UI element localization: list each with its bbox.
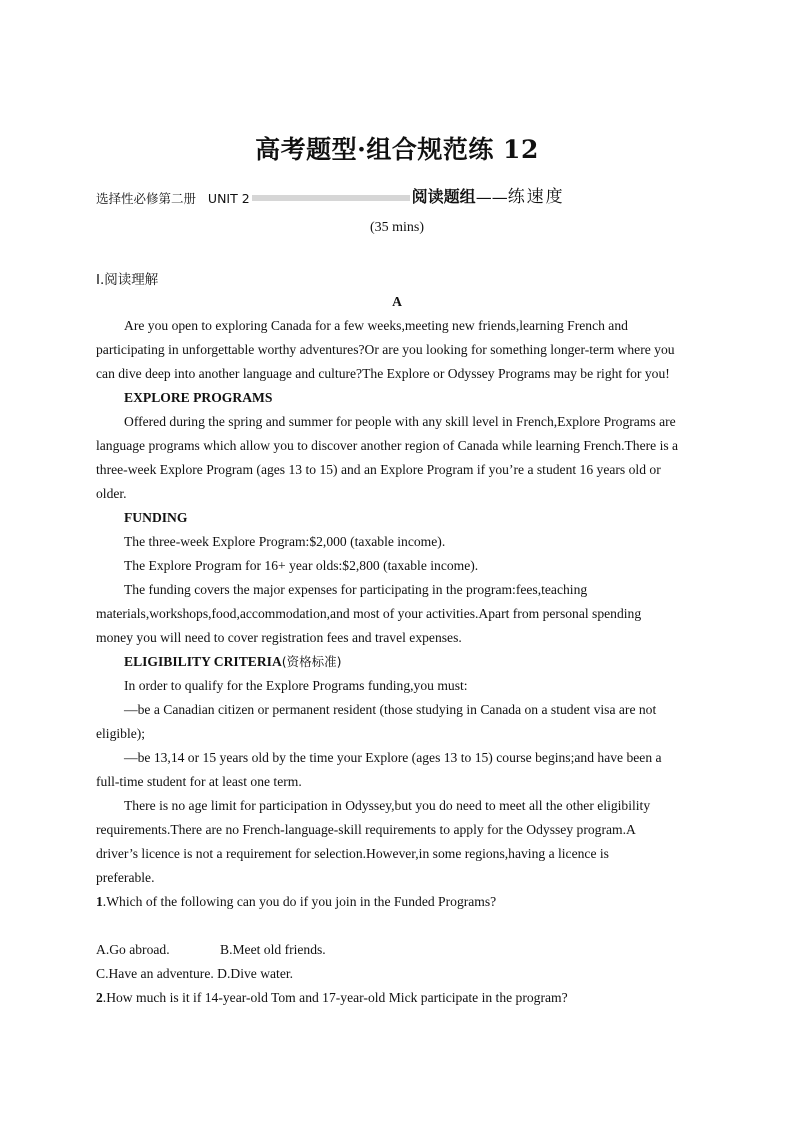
explore-line: three-week Explore Program (ages 13 to 15) and an Explore Program if you’re a student 16 years old or [96,462,661,477]
course-label: 选择性必修第二册 UNIT 2 [96,191,250,206]
criterion-line: —be a Canadian citizen or permanent resident (those studying in Canada on a student visa are not [124,702,657,717]
options-row [96,938,698,962]
odyssey-line: requirements.There are no French-language-skill requirements to apply for the Odyssey program.A [96,822,636,837]
question-1 [96,890,698,914]
dash-separator: —— [475,188,508,207]
eligibility-cn-note: (资格标准) [281,654,342,669]
explore-line: language programs which allow you to discover another region of Canada while learning French.There is a [96,438,679,453]
eligibility-heading-row [96,650,698,674]
spacer [96,914,698,938]
odyssey-line: There is no age limit for participation in Odyssey,but you do need to meet all the other eligibility [124,798,651,813]
question-2 [96,986,698,1010]
time-limit: (35 mins) [369,220,425,235]
funding-item: The Explore Program for 16+ year olds:$2,800 (taxable income). [124,558,479,573]
funding-heading: FUNDING [124,510,188,525]
reading-passage [96,290,698,1010]
odyssey-line: preferable. [96,870,155,885]
option-d[interactable]: D.Dive water. [217,966,294,981]
intro-line: can dive deep into another language and culture?The Explore or Odyssey Programs may be right for you! [96,366,670,381]
explore-heading: EXPLORE PROGRAMS [124,390,273,405]
criterion-line: full-time student for at least one term. [96,774,302,789]
intro-line: Are you open to exploring Canada for a few weeks,meeting new friends,learning French and [124,318,628,333]
page-title: 高考题型·组合规范练 12 [255,135,539,164]
odyssey-line: driver’s licence is not a requirement for selection.However,in some regions,having a licence is [96,846,609,861]
intro-line: participating in unforgettable worthy adventures?Or are you looking for something longer-term where you [96,342,675,357]
group-label: 阅读题组 [411,187,476,206]
option-c[interactable]: C.Have an adventure. [96,966,214,981]
question-stem: .How much is it if 14-year-old Tom and 17-year-old Mick participate in the program? [102,990,568,1005]
criterion-line: —be 13,14 or 15 years old by the time your Explore (ages 13 to 15) course begins;and have been a [124,750,662,765]
option-a[interactable]: A.Go abroad. [96,942,170,957]
question-stem: .Which of the following can you do if you join in the Funded Programs? [102,894,497,909]
criterion-line: eligible); [96,726,146,741]
eligibility-heading: ELIGIBILITY CRITERIA [124,654,282,669]
subtitle-line [96,183,716,207]
speed-label: 练速度 [507,187,565,207]
decorative-bar [252,195,410,201]
funding-line: materials,workshops,food,accommodation,and most of your activities.Apart from personal spending [96,606,642,621]
options-row [96,962,698,986]
funding-line: The funding covers the major expenses for participating in the program:fees,teaching [124,582,588,597]
question-number: 2 [96,990,103,1005]
explore-line: Offered during the spring and summer for people with any skill level in French,Explore Programs are [124,414,676,429]
explore-line: older. [96,486,127,501]
eligibility-intro: In order to qualify for the Explore Programs funding,you must: [124,678,468,693]
funding-item: The three-week Explore Program:$2,000 (taxable income). [124,534,446,549]
passage-label: A [392,294,402,309]
section-heading: Ⅰ.阅读理解 [96,272,159,288]
question-number: 1 [96,894,103,909]
funding-line: money you will need to cover registration fees and travel expenses. [96,630,462,645]
option-b[interactable]: B.Meet old friends. [220,942,326,957]
